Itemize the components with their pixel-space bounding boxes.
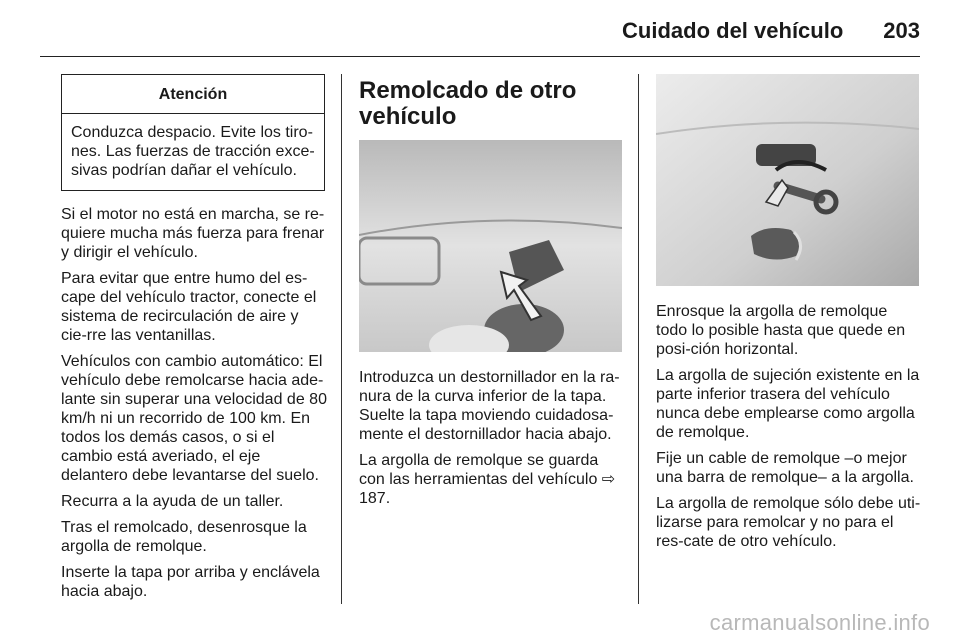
paragraph: La argolla de remolque sólo debe uti-lizarse para remolcar y no para el res-cate de otro vehículo. (656, 495, 921, 550)
paragraph: Enrosque la argolla de remolque todo lo posible hasta que quede en posi-ción horizontal. (656, 303, 906, 358)
page-number: 203 (883, 18, 920, 43)
paragraph: Recurra a la ayuda de un taller. (61, 493, 284, 510)
paragraph: Para evitar que entre humo del es-cape del vehículo tractor, conecte el sistema de recirculación de aire y cie-rre las ventanillas. (61, 270, 317, 344)
attention-text: Conduzca despacio. Evite los tiro-nes. Las fuerzas de tracción exce-sivas podrían dañar el vehículo. (71, 124, 315, 179)
paragraph: Tras el remolcado, desenrosque la argolla de remolque. (61, 519, 307, 555)
bumper-cover-photo (359, 140, 622, 352)
attention-box (61, 74, 325, 191)
tow-eye-illustration (656, 74, 919, 286)
header-title: Cuidado del vehículo (622, 18, 844, 43)
bumper-cover-illustration (359, 140, 622, 352)
page-header (622, 18, 920, 46)
column-3 (656, 74, 922, 558)
paragraph: Introduzca un destornillador en la ra-nura de la curva inferior de la tapa. Suelte la tapa moviendo cuidadosa-mente el destornillador hacia abajo. (359, 369, 620, 443)
watermark: carmanualsonline.info (709, 610, 930, 635)
tow-eye-photo (656, 74, 919, 286)
paragraph: Vehículos con cambio automático: El vehículo debe remolcarse hacia ade-lante sin superar una velocidad de 80 km/h ni un recorrido de 100 km. En todos los demás casos, o si el cambio está averiado, el eje delantero debe levantarse del suelo. (61, 353, 327, 484)
header-rule (40, 56, 920, 57)
attention-heading: Atención (62, 75, 324, 114)
column-1 (61, 74, 327, 608)
column-2 (359, 74, 625, 515)
section-title: Remolcado de otro vehículo (359, 77, 577, 130)
column-divider-2 (638, 74, 639, 604)
paragraph: Si el motor no está en marcha, se re-quiere mucha más fuerza para frenar y dirigir el vehículo. (61, 206, 325, 261)
paragraph: La argolla de remolque se guarda con las herramientas del vehículo ⇨ 187. (359, 452, 616, 507)
paragraph: Fije un cable de remolque –o mejor una barra de remolque– a la argolla. (656, 450, 914, 486)
column-divider-1 (341, 74, 342, 604)
paragraph: Inserte la tapa por arriba y enclávela hacia abajo. (61, 564, 320, 600)
paragraph: La argolla de sujeción existente en la parte inferior trasera del vehículo nunca debe emplearse como argolla de remolque. (656, 367, 920, 441)
